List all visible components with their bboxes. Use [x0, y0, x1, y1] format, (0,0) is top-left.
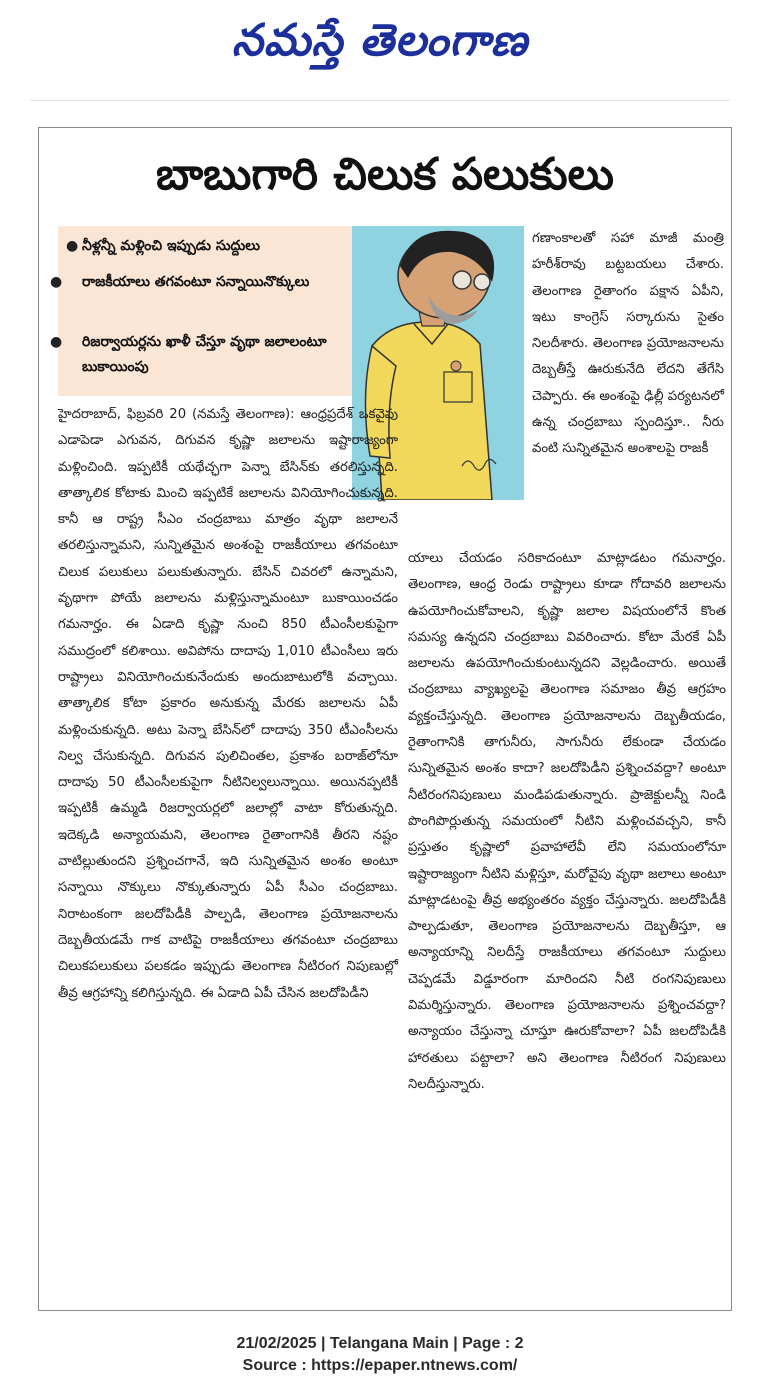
article-headline: బాబుగారి చిలుక పలుకులు	[155, 149, 615, 200]
article-body-right-bottom: యాలు చేయడం సరికాదంటూ మాట్లాడటం గమనార్హం. తెలంగాణ, ఆంధ్ర రెండు రాష్ట్రాలు కూడా గోదావరి జలాలను ఉపయోగించుకోవాలని, కృష్ణా జలాల విషయంలోనే కొంత సమస్య ఉన్నదని చంద్రబాబు వివరించారు. కోటా మేరకే ఏపీ జలాలను ఉపయోగించుకుంటున్నదని వెల్లడించారు. అయితే చంద్రబాబు వ్యాఖ్యలపై తెలంగాణ సమాజం తీవ్ర ఆగ్రహం వ్యక్తంచేస్తున్నది. తెలంగాణ ప్రయోజనాలను దెబ్బతీయడం, రైతాంగానికి తాగునీరు, సాగునీరు లేకుండా చేయడం సున్నితమైన అంశం కాదా? జలదోపిడీని ప్రశ్నించవద్దా? అంటూ నీటిరంగనిపుణులు మండిపడుతున్నారు. ప్రాజెక్టులన్నీ నిండి పొంగిపొర్లుతున్న సమయంలో నీటిని మళ్లించవచ్చని, కానీ ప్రస్తుతం కృష్ణాలో ప్రవాహాలేవీ లేని సమయంలోనూ ఇష్టారాజ్యంగా నీటిని మళ్లిస్తూ, మరోవైపు వృథా జలాలు అంటూ మాట్లాడటంపై తీవ్ర అభ్యంతరం వ్యక్తం చేస్తున్నారు. జలదోపిడీకి పాల్పడుతూ, తెలంగాణ ప్రయోజనాలను దెబ్బతీస్తూ, ఆ అన్యాయాన్ని నిలదీస్తే రాజకీయాలు తగవంటూ సుద్దులు చెప్పడమే విడ్డూరంగా మారిందని నీటి రంగనిపుణులు విమర్శిస్తున్నారు. తెలంగాణ ప్రయోజనాలను ప్రశ్నించవద్దా? అన్యాయం చేస్తున్నా చూస్తూ ఊరుకోవాలా? ఏపీ జలదోపిడీకి హారతులు పట్టాలా? అని తెలంగాణ నీటిరంగ నిపుణులు నిలదీస్తున్నారు.	[408, 551, 726, 1092]
highlight-text: రిజర్వాయర్లను ఖాళీ చేస్తూ వృథా జలాలంటూ బుకాయింపు	[82, 334, 327, 375]
bullet-icon: ●	[50, 274, 63, 290]
article-body-left: హైదరాబాద్, ఫిబ్రవరి 20 (నమస్తే తెలంగాణ): ఆంధ్రప్రదేశ్ ఒకవైపు ఎడాపెడా ఎగువన, దిగువన కృష్ణా జలాలను ఇష్టారాజ్యంగా మళ్లించింది. ఇప్పటికీ యథేచ్ఛగా పెన్నా బేసిన్‌కు తరలిస్తున్నది. తాత్కాలిక కోటాకు మించి ఇప్పటికే జలాలను వినియోగించుకున్నది. కానీ ఆ రాష్ట్ర సీఎం చంద్రబాబు మాత్రం వృథా జలాలనే తరలిస్తున్నామని, సున్నితమైన అంశంపై రాజకీయాలు తగవంటూ చిలుక పలుకులు పలుకుతున్నారు. బేసిన్ చివరలో ఉన్నామని, వృథాగా పోయే జలాలను మళ్లిస్తున్నామంటూ బుకాయించడం గమనార్హం. ఈ ఏడాది కృష్ణా నుంచి 850 టీఎంసీలకుపైగా సముద్రంలో కలిశాయి. అవిపోను దాదాపు 1,010 టీఎంసీలు ఇరు రాష్ట్రాలు వినియోగించుకునేందుకు అందుబాటులోకి వచ్చాయి. తాత్కాలిక కోటా ప్రకారం అనుకున్న మేరకు జలాలను ఏపీ మళ్లించుకున్నది. అటు పెన్నా బేసిన్‌లో దాదాపు 350 టీఎంసీలను నిల్వ చేసుకున్నది. దిగువన పులిచింతల, ప్రకాశం బరాజ్‌లోనూ దాదాపు 50 టీఎంసీలకుపైగా నీటినిల్వలున్నాయి. అయినప్పటికీ ఇప్పటికీ ఉమ్మడి రిజర్వాయర్లలో జలాల్లో వాటా కోరుతున్నది. ఇదెక్కడి అన్యాయమని, తెలంగాణ రైతాంగానికి తీరని నష్టం వాటిల్లుతుందని ప్రశ్నించగానే, ఇది సున్నితమైన అంశం అంటూ సన్నాయి నొక్కులు నొక్కుతున్నారు ఏపీ సీఎం చంద్రబాబు. నిరాటంకంగా జలదోపిడీకి పాల్పడి, తెలంగాణ ప్రయోజనాలను దెబ్బతీయడమే గాక వాటిపై రాజకీయాలు తగవంటూ చంద్రబాబు చిలుకపలుకులు పలకడం ఇప్పుడు తెలంగాణ నీటిరంగ నిపుణుల్లో తీవ్ర ఆగ్రహాన్ని కలిగిస్తున్నది. ఈ ఏడాది ఏపీ చేసిన జలదోపిడీని	[58, 407, 398, 1001]
highlight-item	[50, 270, 372, 295]
highlight-item	[66, 234, 356, 259]
highlight-text: రాజకీయాలు తగవంటూ సన్నాయినొక్కులు	[82, 274, 310, 290]
bullet-icon: ●	[66, 238, 79, 254]
footer-date-edition: 21/02/2025 | Telangana Main | Page : 2	[236, 1335, 524, 1352]
highlight-item	[50, 330, 372, 380]
highlights-box	[50, 226, 360, 396]
article-body-right-top: గణాంకాలతో సహా మాజీ మంత్రి హరీశ్‌రావు బట్టబయలు చేశారు. తెలంగాణ రైతాంగం పక్షాన ఏపీని, ఇటు కాంగ్రెస్ సర్కారును సైతం నిలదీశారు. తెలంగాణ ప్రయోజనాలను దెబ్బతీస్తే ఊరుకునేది లేదని తేగేసి చెప్పారు. ఈ అంశంపై ఢిల్లీ పర్యటనలో ఉన్న చంద్రబాబు స్పందిస్తూ.. నీరు వంటి సున్నితమైన అంశాలపై రాజకీ	[532, 231, 724, 457]
footer-source: Source : https://epaper.ntnews.com/	[242, 1357, 518, 1374]
masthead	[0, 0, 760, 90]
highlight-text: నీళ్లన్నీ మళ్లించి ఇప్పుడు సుద్దులు	[82, 238, 261, 254]
bullet-icon: ●	[50, 334, 63, 350]
masthead-logo: నమస్తే తెలంగాణ	[231, 15, 529, 66]
masthead-divider	[30, 100, 730, 101]
